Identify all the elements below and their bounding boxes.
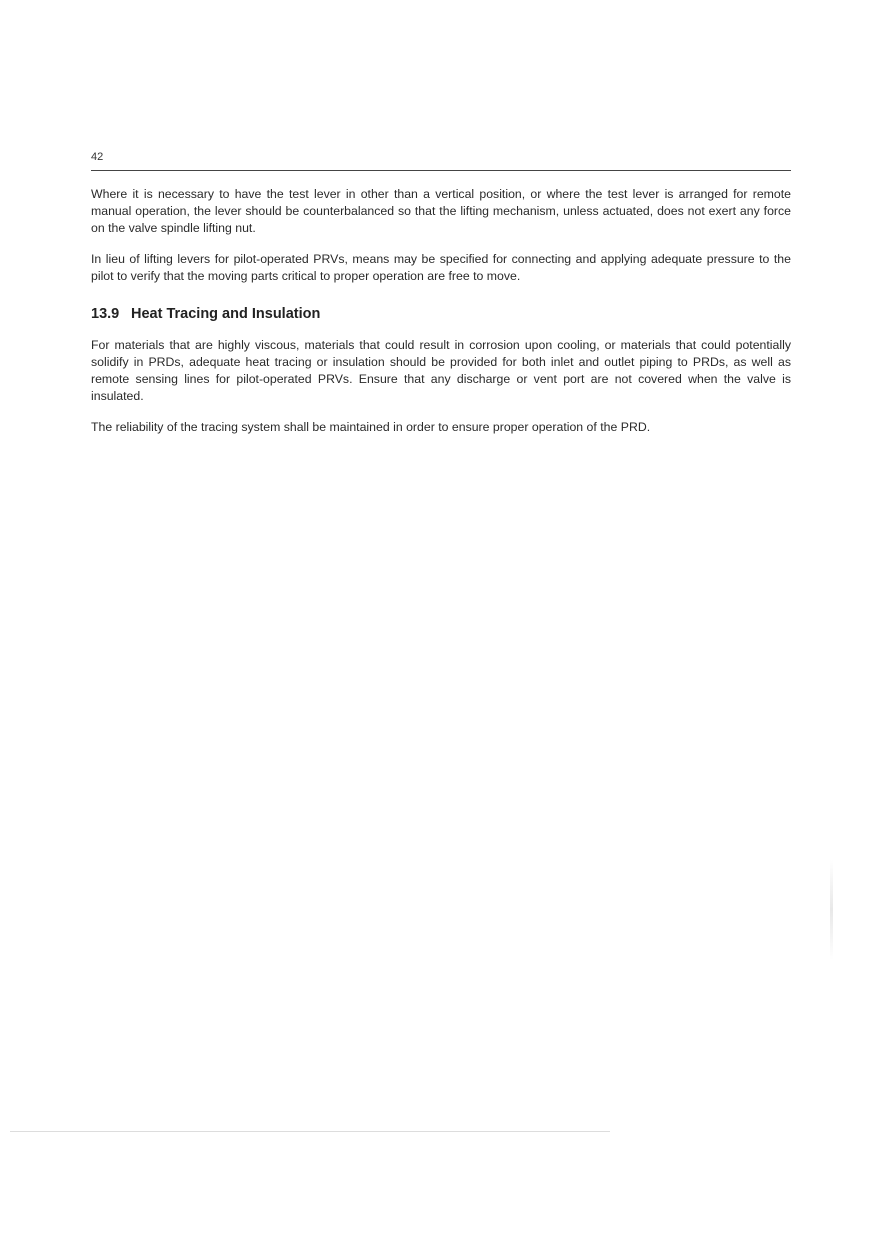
section-number: 13.9 xyxy=(91,306,120,322)
scan-artifact xyxy=(830,860,833,960)
footer-rule xyxy=(10,1131,610,1132)
section-heading xyxy=(91,305,791,323)
paragraph-tracing-reliability: The reliability of the tracing system shall be maintained in order to ensure proper operation of the PRD. xyxy=(91,420,651,434)
page-body xyxy=(91,186,791,450)
page-header xyxy=(91,150,791,171)
section-title: Heat Tracing and Insulation xyxy=(131,306,321,322)
paragraph-viscous-materials: For materials that are highly viscous, materials that could result in corrosion upon cooling, or materials that could potentially solidify in PRDs, adequate heat tracing or insulation should be provided for both inlet and outlet piping to PRDs, as well as remote sensing lines for pilot-operated PRVs. Ensure that any discharge or vent port are not covered when the valve is insulated. xyxy=(91,338,791,403)
paragraph-lifting-levers: In lieu of lifting levers for pilot-operated PRVs, means may be specified for connecting and applying adequate pressure to the pilot to verify that the moving parts critical to proper operation are free to move. xyxy=(91,252,791,283)
paragraph-test-lever: Where it is necessary to have the test lever in other than a vertical position, or where the test lever is arranged for remote manual operation, the lever should be counterbalanced so that the lifting mechanism, unless actuated, does not exert any force on the valve spindle lifting nut. xyxy=(91,187,791,235)
page-number: 42 xyxy=(91,151,104,163)
